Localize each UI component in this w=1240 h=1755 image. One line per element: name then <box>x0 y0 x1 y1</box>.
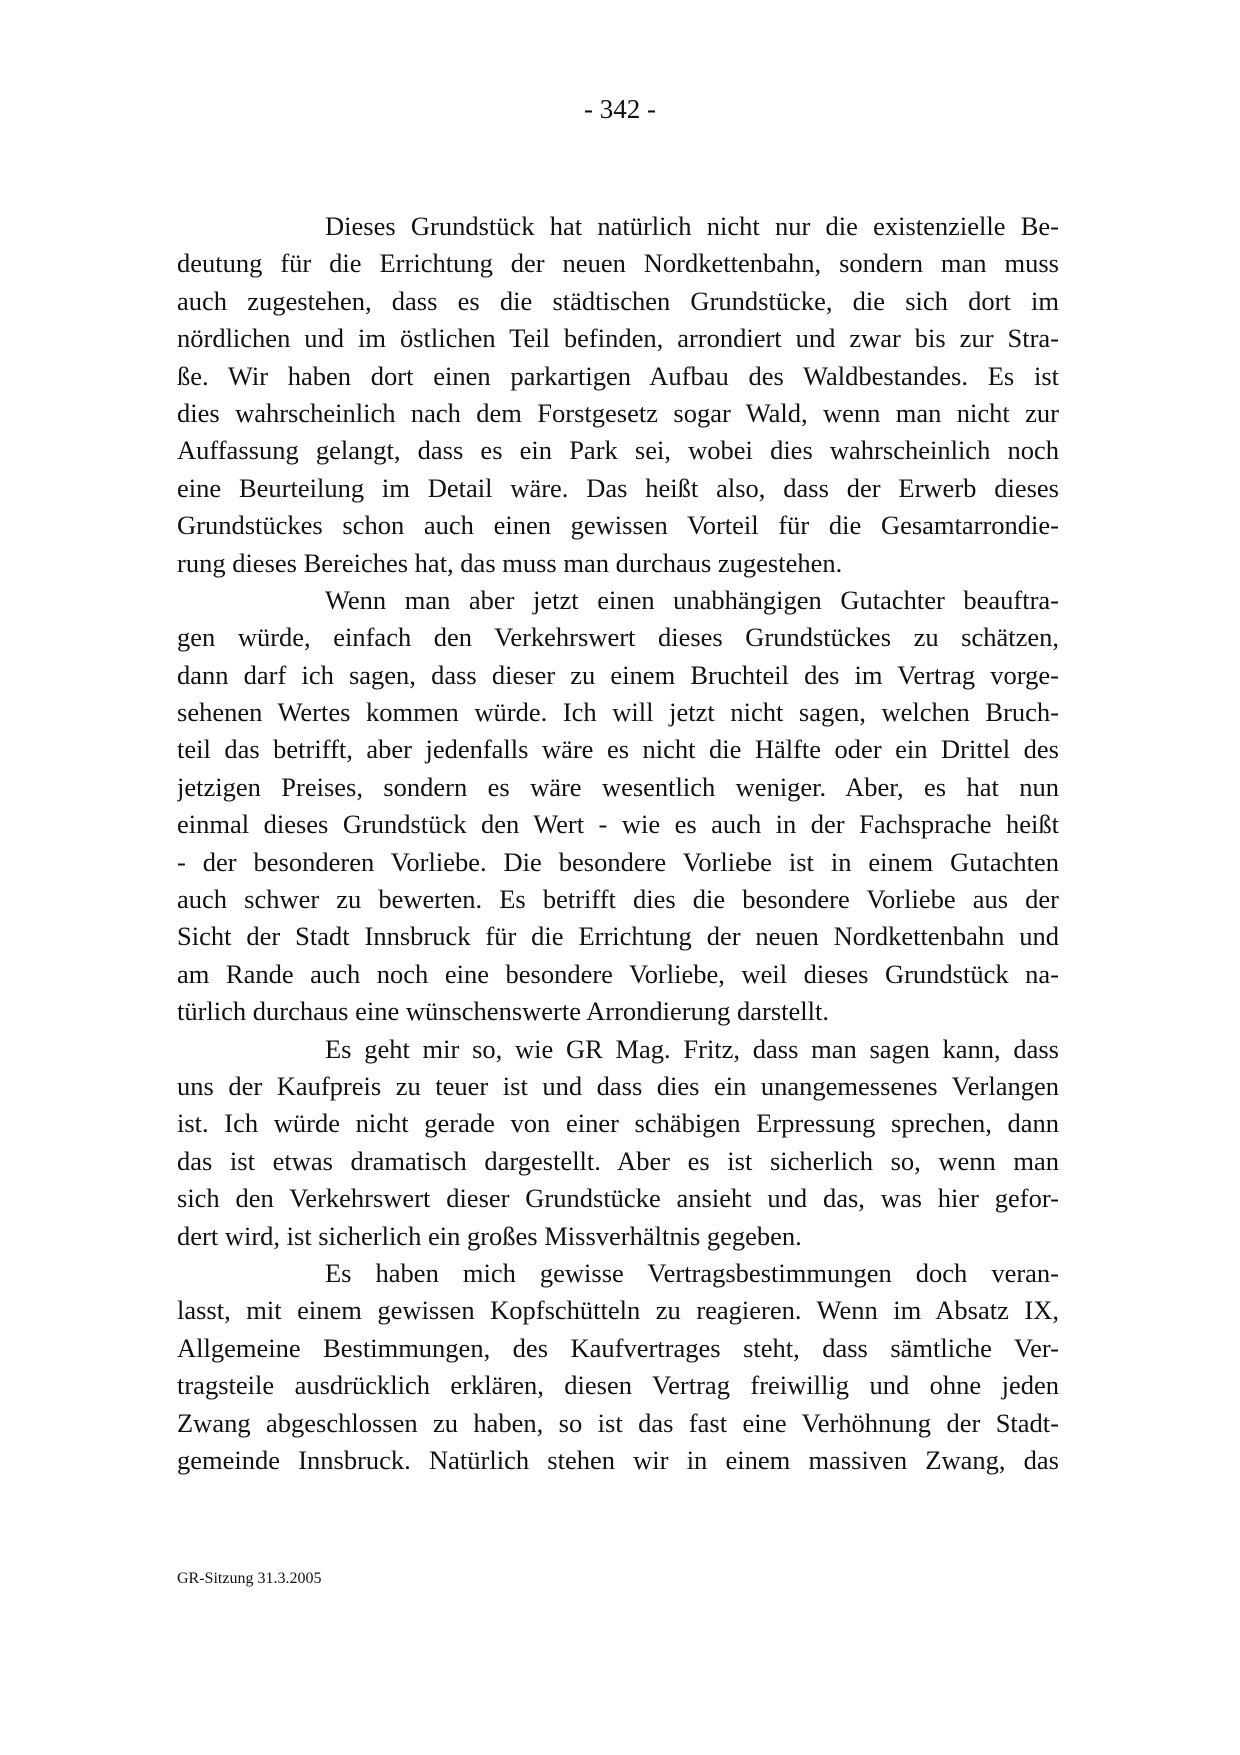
text-line: deutung für die Errichtung der neuen Nordkettenbahn, sondern man muss <box>177 248 1059 279</box>
text-line: Wenn man aber jetzt einen unabhängigen Gutachter beauftra- <box>325 584 1059 615</box>
text-line: Auffassung gelangt, dass es ein Park sei, wobei dies wahrscheinlich noch <box>177 435 1059 466</box>
text-line: teil das betrifft, aber jedenfalls wäre es nicht die Hälfte oder ein Drittel des <box>177 734 1059 765</box>
paragraph <box>177 208 1059 582</box>
text-line: tragsteile ausdrücklich erklären, diesen Vertrag freiwillig und ohne jeden <box>177 1370 1059 1401</box>
text-line: uns der Kaufpreis zu teuer ist und dass dies ein unangemessenes Verlangen <box>177 1070 1059 1101</box>
text-line: dann darf ich sagen, dass dieser zu einem Bruchteil des im Vertrag vorge- <box>177 659 1059 690</box>
text-line: - der besonderen Vorliebe. Die besondere Vorliebe ist in einem Gutachten <box>177 846 1059 877</box>
text-line: am Rande auch noch eine besondere Vorliebe, weil dieses Grundstück na- <box>177 958 1059 989</box>
text-line: dies wahrscheinlich nach dem Forstgesetz sogar Wald, wenn man nicht zur <box>177 397 1059 428</box>
text-line: Dieses Grundstück hat natürlich nicht nur die existenzielle Be- <box>325 211 1059 241</box>
text-line: ße. Wir haben dort einen parkartigen Aufbau des Waldbestandes. Es ist <box>177 360 1059 391</box>
body-text <box>177 208 1059 1479</box>
text-line: auch zugestehen, dass es die städtischen Grundstücke, die sich dort im <box>177 285 1059 316</box>
text-line: gen würde, einfach den Verkehrswert dieses Grundstückes zu schätzen, <box>177 622 1059 653</box>
text-line: gemeinde Innsbruck. Natürlich stehen wir in einem massiven Zwang, das <box>177 1444 1059 1475</box>
paragraph <box>177 1255 1059 1479</box>
text-line: Grundstückes schon auch einen gewissen Vorteil für die Gesamtarrondie- <box>177 510 1059 541</box>
text-line: ist. Ich würde nicht gerade von einer schäbigen Erpressung sprechen, dann <box>177 1108 1059 1139</box>
text-line: eine Beurteilung im Detail wäre. Das heißt also, dass der Erwerb dieses <box>177 472 1059 503</box>
text-line: Es haben mich gewisse Vertragsbestimmungen doch veran- <box>325 1257 1059 1288</box>
text-line: Zwang abgeschlossen zu haben, so ist das fast eine Verhöhnung der Stadt- <box>177 1407 1059 1438</box>
text-line: auch schwer zu bewerten. Es betrifft dies die besondere Vorliebe aus der <box>177 884 1059 915</box>
text-line: lasst, mit einem gewissen Kopfschütteln zu reagieren. Wenn im Absatz IX, <box>177 1295 1059 1326</box>
text-line: sich den Verkehrswert dieser Grundstücke ansieht und das, was hier gefor- <box>177 1183 1059 1214</box>
text-line: nördlichen und im östlichen Teil befinden, arrondiert und zwar bis zur Stra- <box>177 323 1059 354</box>
text-line: dert wird, ist sicherlich ein großes Missverhältnis gegeben. <box>177 1220 802 1251</box>
text-line: einmal dieses Grundstück den Wert - wie es auch in der Fachsprache heißt <box>177 809 1059 840</box>
paragraph <box>177 1031 1059 1255</box>
paragraph <box>177 582 1059 1031</box>
text-line: Allgemeine Bestimmungen, des Kaufvertrages steht, dass sämtliche Ver- <box>177 1332 1059 1363</box>
page-number: - 342 - <box>584 94 656 124</box>
text-line: jetzigen Preises, sondern es wäre wesentlich weniger. Aber, es hat nun <box>177 771 1059 802</box>
text-line: Sicht der Stadt Innsbruck für die Errichtung der neuen Nordkettenbahn und <box>177 921 1059 952</box>
text-line: das ist etwas dramatisch dargestellt. Aber es ist sicherlich so, wenn man <box>177 1145 1059 1176</box>
text-line: sehenen Wertes kommen würde. Ich will jetzt nicht sagen, welchen Bruch- <box>177 697 1059 728</box>
text-line: rung dieses Bereiches hat, das muss man durchaus zugestehen. <box>177 547 843 578</box>
text-line: Es geht mir so, wie GR Mag. Fritz, dass man sagen kann, dass <box>325 1033 1059 1064</box>
footer-session-date: GR-Sitzung 31.3.2005 <box>177 1570 322 1587</box>
text-line: türlich durchaus eine wünschenswerte Arrondierung darstellt. <box>177 996 829 1027</box>
